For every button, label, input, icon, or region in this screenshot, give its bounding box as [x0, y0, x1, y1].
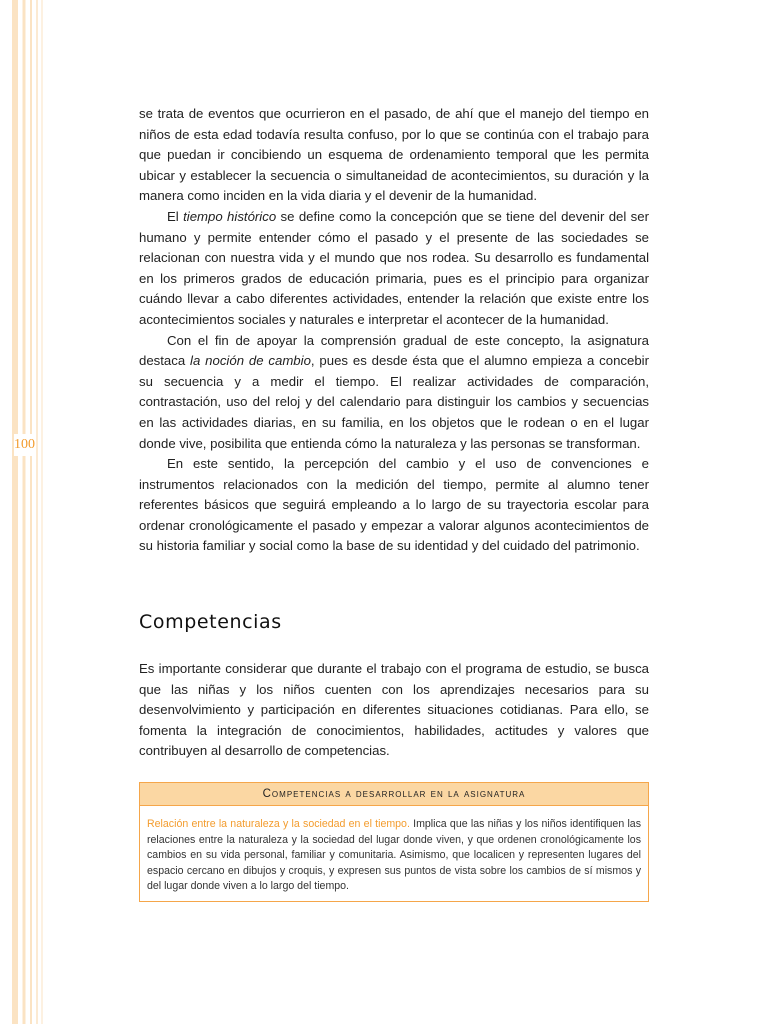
paragraph-3-rest: , pues es desde ésta que el alumno empieza a concebir su secuencia y a medir el tiempo. El realizar actividades de comparación, contrastación, uso del reloj y del calendario para distinguir los cambios y secuencias en las actividades diarias, en su familia, en los objetos que le rodean o en el lugar donde vive, posibilita que entienda cómo la naturaleza y las personas se transforman.: [139, 353, 649, 451]
term-tiempo-historico: tiempo histórico: [183, 208, 277, 224]
paragraph-2-rest: se define como la concepción que se tiene del devenir del ser humano y permite entender cómo el pasado y el presente de las sociedades se relacionan con nuestra vida y el mundo que nos rodea. Su desarrollo es fundamental en los primeros grados de educación primaria, pues es el principio para organizar cuándo llevar a cabo diferentes actividades, entender la relación que existe entre los acontecimientos sociales y naturales e interpretar el acontecer de la humanidad.: [139, 208, 649, 327]
paragraph-4: En este sentido, la percepción del cambio y el uso de convenciones e instrumentos relacionados con la medición del tiempo, permite al alumno tener referentes básicos que seguirá empleando a lo largo de su trayectoria escolar para ordenar cronológicamente el pasado y empezar a valorar algunos acontecimientos de su historia familiar y social como la base de su identidad y del cuidado del patrimonio.: [139, 456, 649, 554]
decorative-stripes: [0, 0, 48, 1024]
page-content: [139, 104, 649, 902]
section-intro: Es importante considerar que durante el trabajo con el programa de estudio, se busca que las niñas y los niños cuenten con los aprendizajes necesarios para su desenvolvimiento y participación en diferentes situaciones cotidianas. Para ello, se fomenta la integración de conocimientos, habilidades, actitudes y valores que contribuyen al desarrollo de competencias.: [139, 661, 649, 759]
paragraph-2-start: El: [167, 208, 184, 224]
competencies-box: [139, 782, 649, 902]
paragraph-1: se trata de eventos que ocurrieron en el pasado, de ahí que el manejo del tiempo en niños de esta edad todavía resulta confuso, por lo que se continúa con el trabajo para que puedan ir concibiendo un esquema de ordenamiento temporal que les permita ubicar y establecer la secuencia o simultaneidad de acontecimientos, su duración y la manera como inciden en la vida diaria y el devenir de la humanidad.: [139, 106, 649, 204]
competency-name: Relación entre la naturaleza y la sociedad en el tiempo.: [147, 818, 410, 831]
paragraph-3: [139, 331, 649, 455]
competencies-box-body: [140, 806, 648, 901]
term-nocion-de-cambio: la noción de cambio: [190, 353, 311, 369]
paragraph-3-start: Con el fin de apoyar la comprensión gradual de este concepto, la asignatura destaca: [139, 332, 649, 369]
page-number: 100: [14, 434, 35, 456]
competencies-box-title: Competencias a desarrollar en la asignatura: [140, 783, 648, 806]
competency-description: Implica que las niñas y los niños identifiquen las relaciones entre la naturaleza y la sociedad del lugar donde viven, y que ordenen cronológicamente los cambios en su vida personal, familiar y comunitaria. Asimismo, que localicen y representen lugares del espacio cercano en dibujos y croquis, y expresen sus puntos de vista sobre los cambios de sí mismos y del lugar donde viven a lo largo del tiempo.: [147, 818, 641, 893]
paragraph-2: [139, 207, 649, 331]
section-heading: Competencias: [139, 611, 282, 634]
